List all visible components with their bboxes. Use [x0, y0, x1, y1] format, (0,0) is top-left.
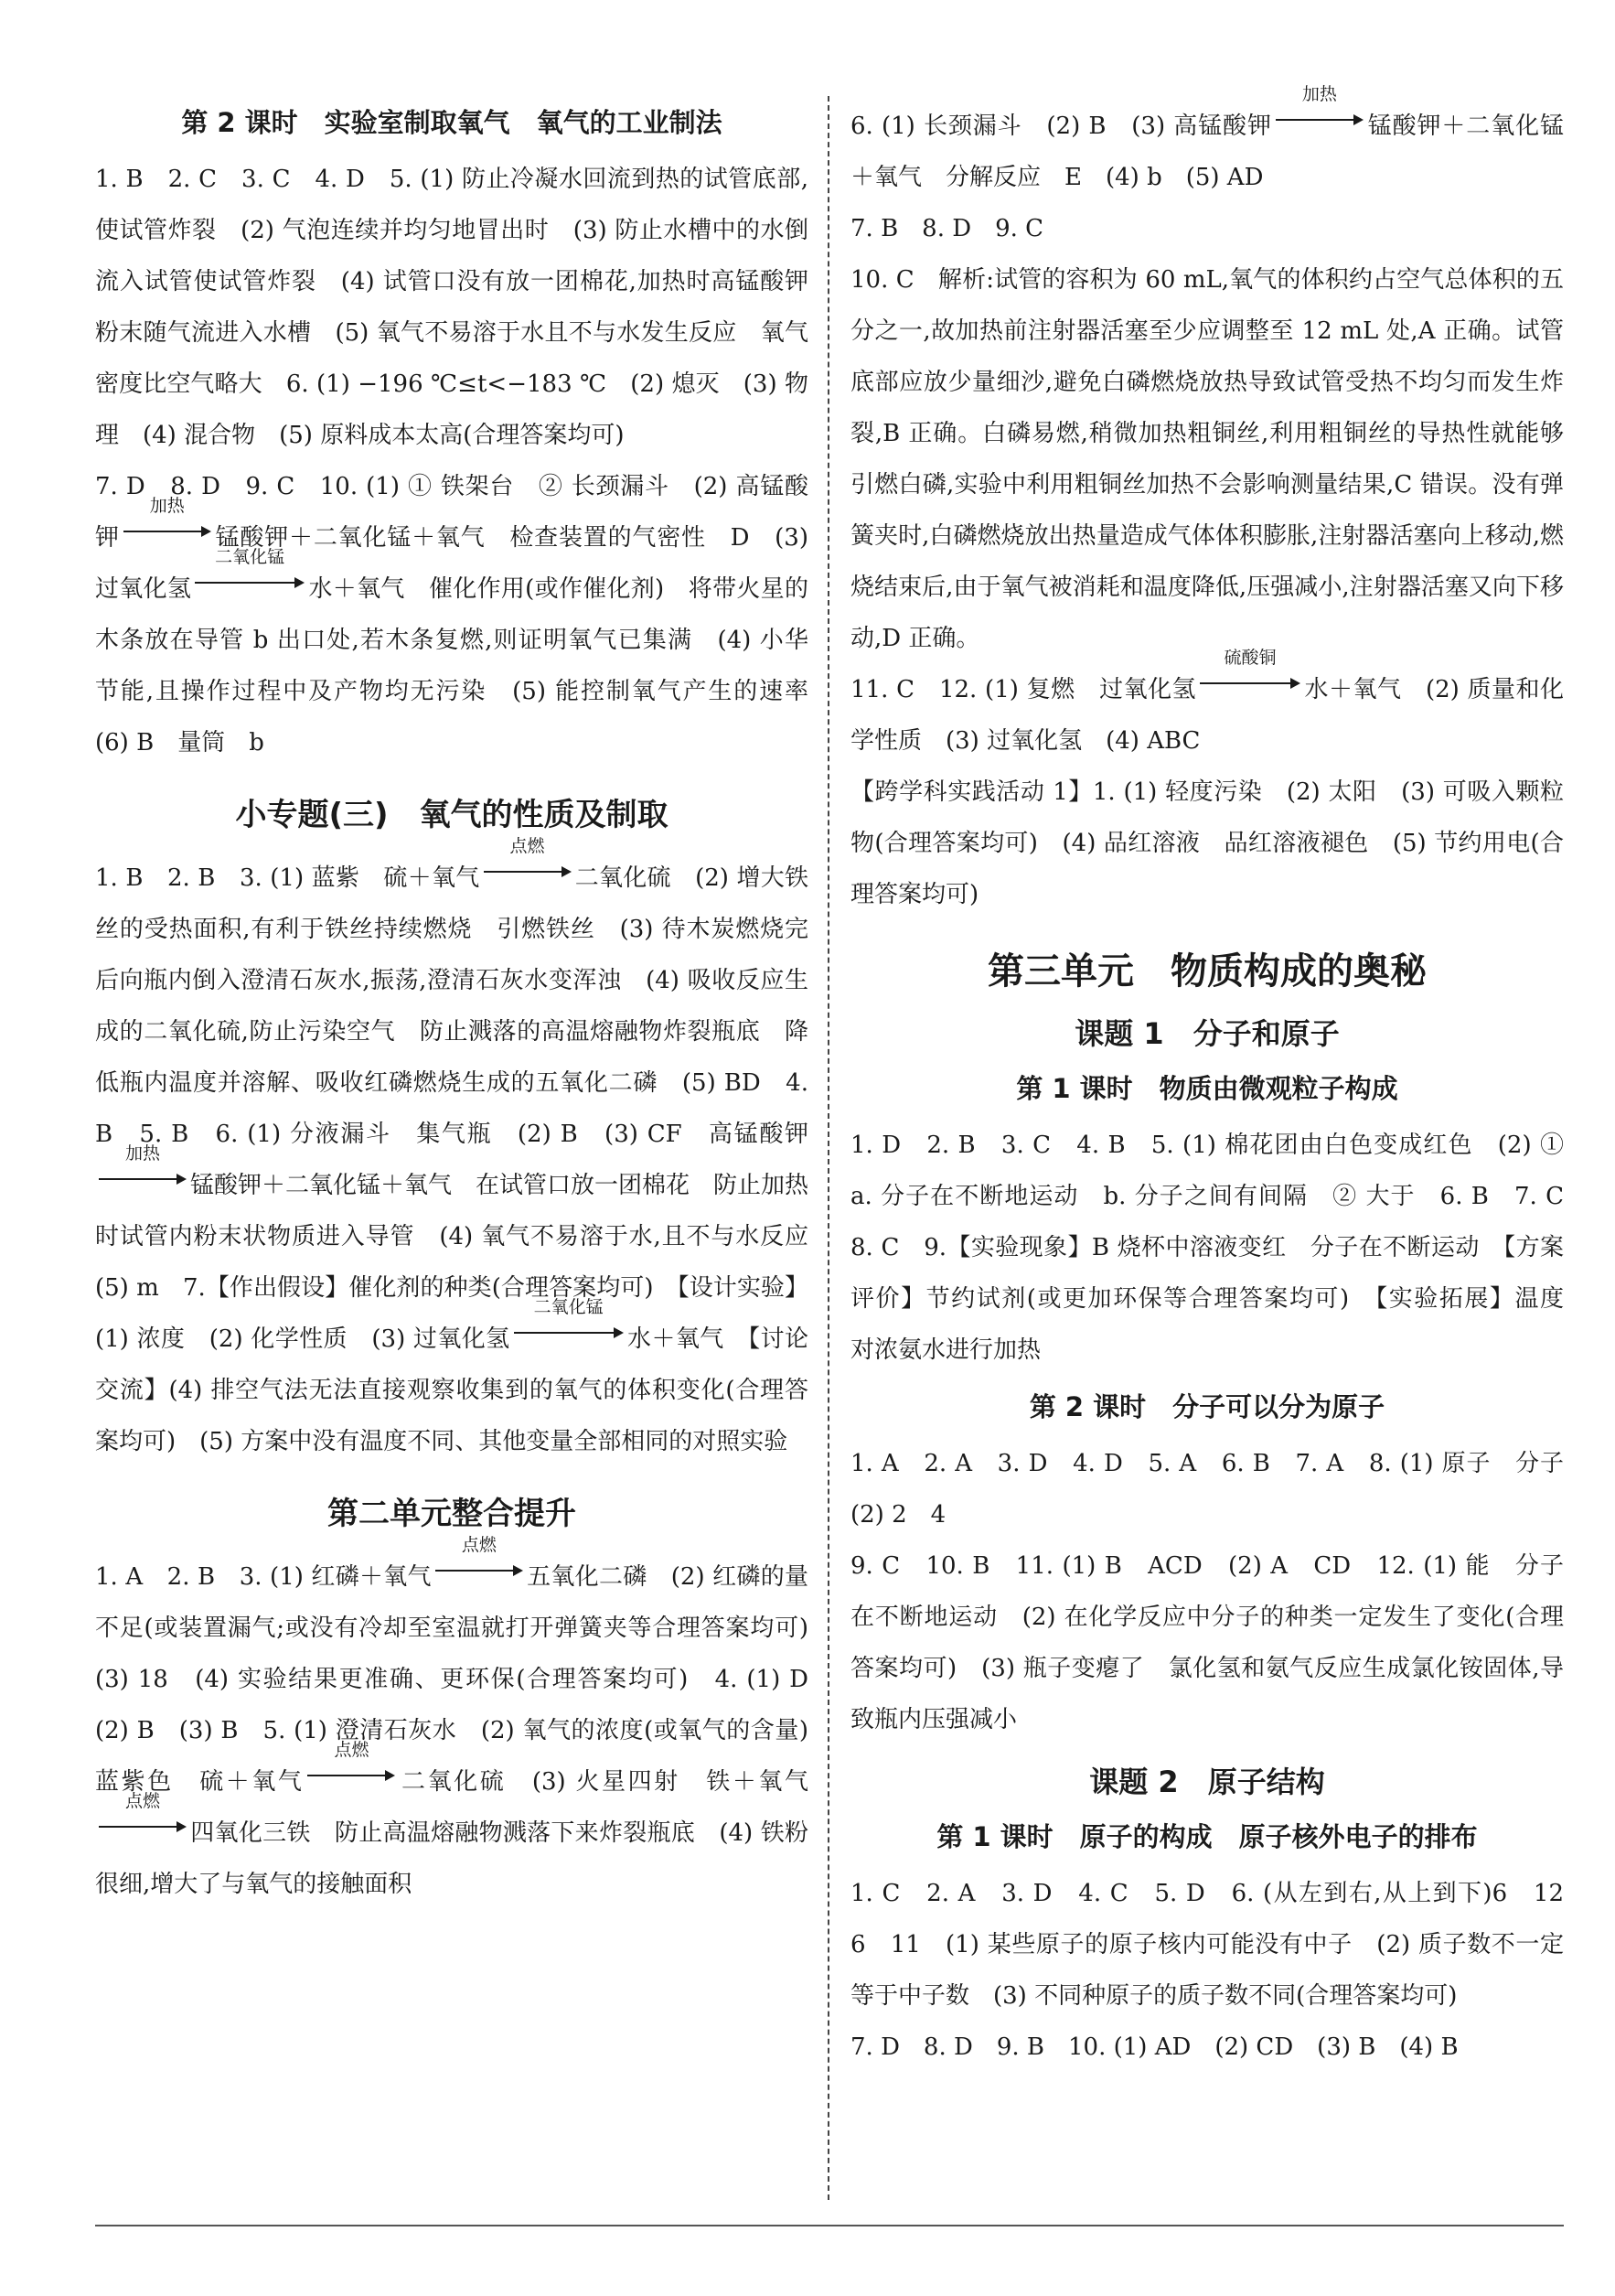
answer-block: 1. A 2. B 3. (1) 红磷＋氧气 点燃 五氧化二磷 (2) 红磷的量不足(或装置漏气;或没有冷却至室温就打开弹簧夹等合理答案均可) (3) 18 (4) 实验结果更准确、更环保(合理答案均可) 4. (1) D (2) B (3) B 5. (1) 澄清石灰水 (2) 氧气的浓度(或氧气的含量) 蓝紫色 硫＋氧气 点燃 二氧化硫 (3) 火星四射 铁＋氧气 点燃 四氧化三铁 防止高温熔融物溅落下来炸裂瓶底 (4) 铁粉很细,增大了与氧气的接触面积	[95, 1535, 833, 1898]
page-bottom-rule	[95, 2225, 1564, 2226]
reaction-arrow: 点燃	[307, 1766, 395, 1785]
answer-block: 7. B 8. D 9. C	[850, 215, 1044, 242]
reaction-arrow: 点燃	[99, 1818, 187, 1836]
right-column	[850, 84, 1588, 2073]
answer-block: 6. (1) 长颈漏斗 (2) B (3) 高锰酸钾 加热 锰酸钾＋二氧化锰＋氧气 分解反应 E (4) b (5) AD	[850, 84, 1564, 191]
reaction-arrow: 加热	[99, 1170, 187, 1188]
topic-title: 课题 2 原子结构	[1089, 1765, 1325, 1799]
answer-explanation: 10. C 解析:试管的容积为 60 mL,氧气的体积约占空气总体积的五分之一,故加热前注射器活塞至少应调整至 12 mL 处,A 正确。试管底部应放少量细沙,避免白磷燃烧放热导致试管受热不均匀而发生炸裂,B 正确。白磷易燃,稍微加热粗铜丝,利用粗铜丝的导热性就能够引燃白磷,实验中利用粗铜丝加热不会影响测量结果,C 错误。没有弹簧夹时,白磷燃烧放出热量造成气体体积膨胀,注射器活塞向上移动,燃烧结束后,由于氧气被消耗和温度降低,压强减小,注射器活塞又向下移动,D 正确。	[850, 266, 1564, 652]
reaction-arrow: 加热	[123, 522, 211, 541]
unit-title: 第三单元 物质构成的奥秘	[988, 950, 1427, 992]
answer-block: 11. C 12. (1) 复燃 过氧化氢 硫酸铜 水＋氧气 (2) 质量和化学性质 (3) 过氧化氢 (4) ABC	[850, 648, 1564, 755]
reaction-arrow: 加热	[1276, 111, 1364, 129]
unit-review-title: 第二单元整合提升	[327, 1496, 576, 1532]
answer-block: 1. B 2. B 3. (1) 蓝紫 硫＋氧气 点燃 二氧化硫 (2) 增大铁丝的受热面积,有利于铁丝持续燃烧 引燃铁丝 (3) 待木炭燃烧完后向瓶内倒入澄清石灰水,振荡,澄清石灰水变浑浊 (4) 吸收反应生成的二氧化硫,防止污染空气 防止溅落的高温熔融物炸裂瓶底 降低瓶内温度并溶解、吸收红磷燃烧生成的五氧化二磷 (5) BD 4. B 5. B 6. (1) 分液漏斗 集气瓶 (2) B (3) CF 高锰酸钾 加热 锰酸钾＋二氧化锰＋氧气 在试管口放一团棉花 防止加热时试管内粉末状物质进入导管 (4) 氧气不易溶于水,且不与水反应 (5) m 7.【作出假设】催化剂的种类(合理答案均可) 【设计实验】(1) 浓度 (2) 化学性质 (3) 过氧化氢 二氧化锰 水＋氧气 【讨论交流】(4) 排空气法无法直接观察收集到的氧气的体积变化(合理答案均可) (5) 方案中没有温度不同、其他变量全部相同的对照实验	[95, 836, 833, 1455]
lesson-title: 第 1 课时 物质由微观粒子构成	[1016, 1073, 1398, 1104]
answer-block: 7. D 8. D 9. C 10. (1) ① 铁架台 ② 长颈漏斗 (2) 高锰酸钾 加热 锰酸钾＋二氧化锰＋氧气 检查装置的气密性 D (3) 过氧化氢 二氧化锰 水＋氧气 催化作用(或作催化剂) 将带火星的木条放在导管 b 出口处,若木条复燃,则证明氧气已集满 (4) 小华 节能,且操作过程中及产物均无污染 (5) 能控制氧气产生的速率 (6) B 量筒 b	[95, 473, 833, 756]
reaction-arrow: 点燃	[484, 863, 572, 881]
topic-title: 课题 1 分子和原子	[1075, 1016, 1340, 1051]
reaction-arrow: 硫酸铜	[1200, 674, 1300, 692]
left-column	[95, 91, 833, 1910]
answer-block: 1. A 2. A 3. D 4. D 5. A 6. B 7. A 8. (1) 原子 分子 (2) 2 4	[850, 1450, 1588, 1529]
reaction-arrow: 二氧化锰	[195, 574, 305, 592]
answer-block: 1. C 2. A 3. D 4. C 5. D 6. (从左到右,从上到下)6 12 6 11 (1) 某些原子的原子核内可能没有中子 (2) 质子数不一定等于中子数 (3) 不同种原子的质子数不同(合理答案均可)	[850, 1880, 1588, 2010]
lesson-title: 第 2 课时 实验室制取氧气 氧气的工业制法	[181, 107, 722, 138]
answer-block: 9. C 10. B 11. (1) B ACD (2) A CD 12. (1) 能 分子在不断地运动 (2) 在化学反应中分子的种类一定发生了变化(合理答案均可) (3) 瓶子变瘪了 氯化氢和氨气反应生成氯化铵固体,导致瓶内压强减小	[850, 1552, 1564, 1733]
lesson-title: 第 1 课时 原子的构成 原子核外电子的排布	[936, 1821, 1478, 1852]
column-divider	[828, 96, 829, 2200]
lesson-title: 第 2 课时 分子可以分为原子	[1029, 1391, 1385, 1422]
answer-block: 1. D 2. B 3. C 4. B 5. (1) 棉花团由白色变成红色 (2) ① a. 分子在不断地运动 b. 分子之间有间隔 ② 大于 6. B 7. C 8. C 9.【实验现象】B 烧杯中溶液变红 分子在不断运动 【方案评价】节约试剂(或更加环保等合理答案均可) 【实验拓展】温度 对浓氨水进行加热	[850, 1132, 1588, 1364]
answer-block: 1. B 2. C 3. C 4. D 5. (1) 防止冷凝水回流到热的试管底部,使试管炸裂 (2) 气泡连续并均匀地冒出时 (3) 防止水槽中的水倒流入试管使试管炸裂 (4) 试管口没有放一团棉花,加热时高锰酸钾粉末随气流进入水槽 (5) 氧气不易溶于水且不与水发生反应 氧气密度比空气略大 6. (1) −196 ℃≤t<−183 ℃ (2) 熄灭 (3) 物理 (4) 混合物 (5) 原料成本太高(合理答案均可)	[95, 166, 808, 449]
answer-block: 7. D 8. D 9. B 10. (1) AD (2) CD (3) B (4) B	[850, 2033, 1459, 2061]
reaction-arrow: 二氧化锰	[514, 1324, 624, 1342]
answer-block: 【跨学科实践活动 1】1. (1) 轻度污染 (2) 太阳 (3) 可吸入颗粒物(合理答案均可) (4) 品红溶液 品红溶液褪色 (5) 节约用电(合理答案均可)	[850, 778, 1564, 908]
topic-title: 小专题(三) 氧气的性质及制取	[235, 797, 668, 833]
reaction-arrow: 点燃	[435, 1561, 523, 1580]
